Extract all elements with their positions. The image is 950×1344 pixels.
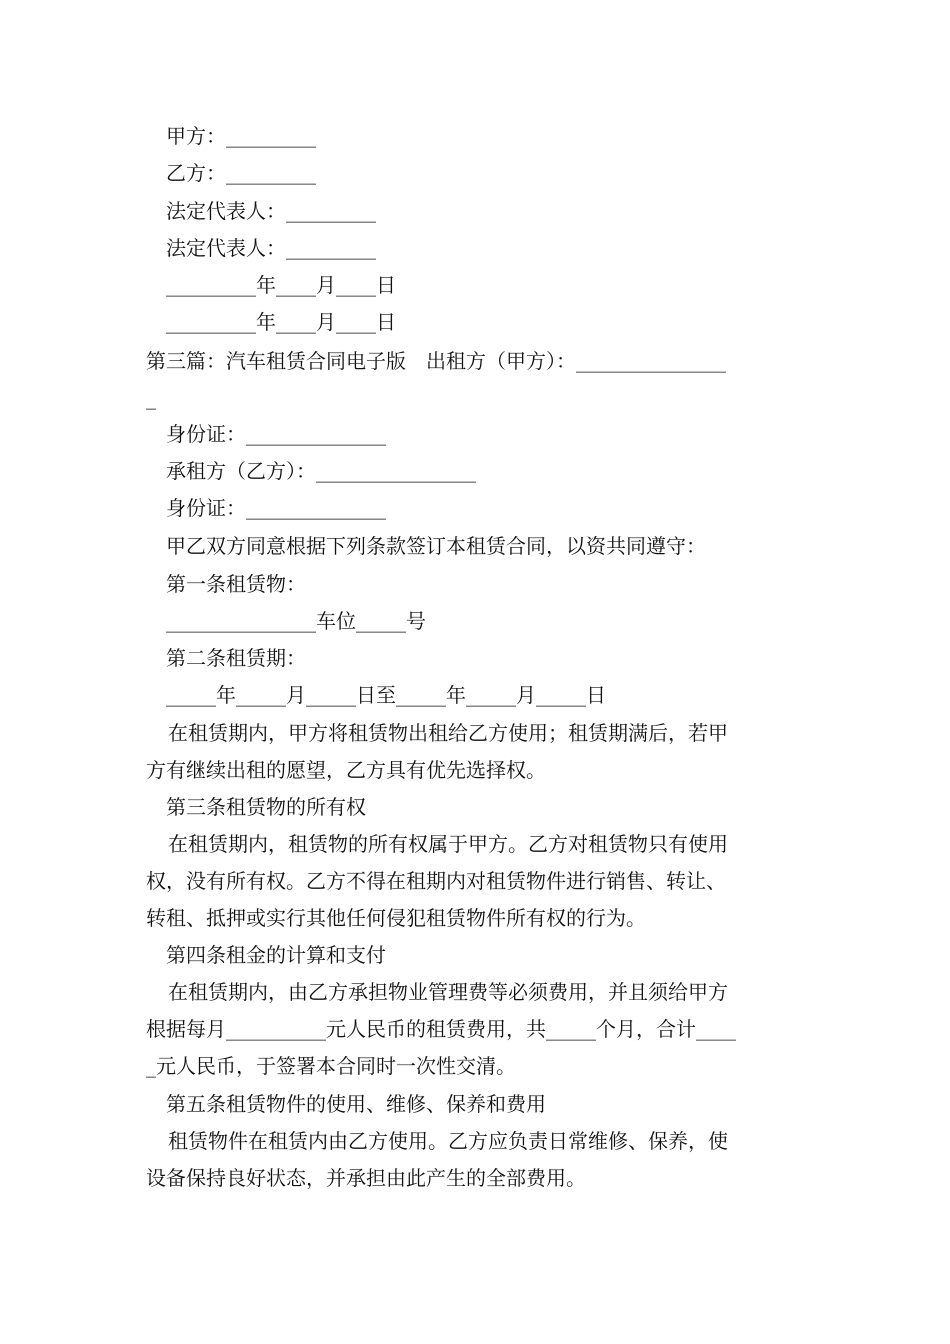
article-4-line-2: 根据每月__________元人民币的租赁费用，共_____个月，合计____ <box>146 1017 736 1041</box>
article-5-title: 第五条租赁物件的使用、维修、保养和费用 <box>166 1092 546 1116</box>
lessee-id-line: 身份证：______________ <box>166 496 386 520</box>
article-1-line: _______________车位_____号 <box>166 609 426 633</box>
article-4-line-3: _元人民币，于签署本合同时一次性交清。 <box>146 1054 516 1078</box>
party-a-signature-line: 甲方：_________ <box>166 124 316 148</box>
lessee-line: 承租方（乙方）：________________ <box>166 459 476 483</box>
article-2-title: 第二条租赁期： <box>166 646 306 670</box>
section-heading-continuation: _ <box>146 386 156 410</box>
section-heading: 第三篇：汽车租赁合同电子版 出租方（甲方）：_______________ <box>146 349 726 373</box>
article-3-line-2: 权，没有所有权。乙方不得在租期内对租赁物件进行销售、转让、 <box>146 869 726 893</box>
legal-rep-a-line: 法定代表人：_________ <box>166 199 376 223</box>
party-b-signature-line: 乙方：_________ <box>166 161 316 185</box>
intro-paragraph: 甲乙双方同意根据下列条款签订本租赁合同，以资共同遵守： <box>166 534 706 558</box>
article-1-title: 第一条租赁物： <box>166 572 306 596</box>
date-line-a: _________年____月____日 <box>166 273 396 297</box>
lessor-id-line: 身份证：______________ <box>166 422 386 446</box>
article-3-line-1: 在租赁期内，租赁物的所有权属于甲方。乙方对租赁物只有使用 <box>168 832 728 856</box>
article-5-line-2: 设备保持良好状态，并承担由此产生的全部费用。 <box>146 1166 586 1190</box>
article-2-paragraph-line-1: 在租赁期内，甲方将租赁物出租给乙方使用；租赁期满后，若甲 <box>168 721 728 745</box>
article-3-line-3: 转租、抵押或实行其他任何侵犯租赁物件所有权的行为。 <box>146 906 646 930</box>
article-5-line-1: 租赁物件在租赁内由乙方使用。乙方应负责日常维修、保养，使 <box>168 1129 728 1153</box>
article-2-paragraph-line-2: 方有继续出租的愿望，乙方具有优先选择权。 <box>146 758 546 782</box>
article-4-title: 第四条租金的计算和支付 <box>166 943 386 967</box>
legal-rep-b-line: 法定代表人：_________ <box>166 236 376 260</box>
date-line-b: _________年____月____日 <box>166 310 396 334</box>
article-4-line-1: 在租赁期内，由乙方承担物业管理费等必须费用，并且须给甲方 <box>168 980 728 1004</box>
article-2-date-range: _____年_____月_____日至_____年_____月_____日 <box>166 683 606 707</box>
article-3-title: 第三条租赁物的所有权 <box>166 795 366 819</box>
